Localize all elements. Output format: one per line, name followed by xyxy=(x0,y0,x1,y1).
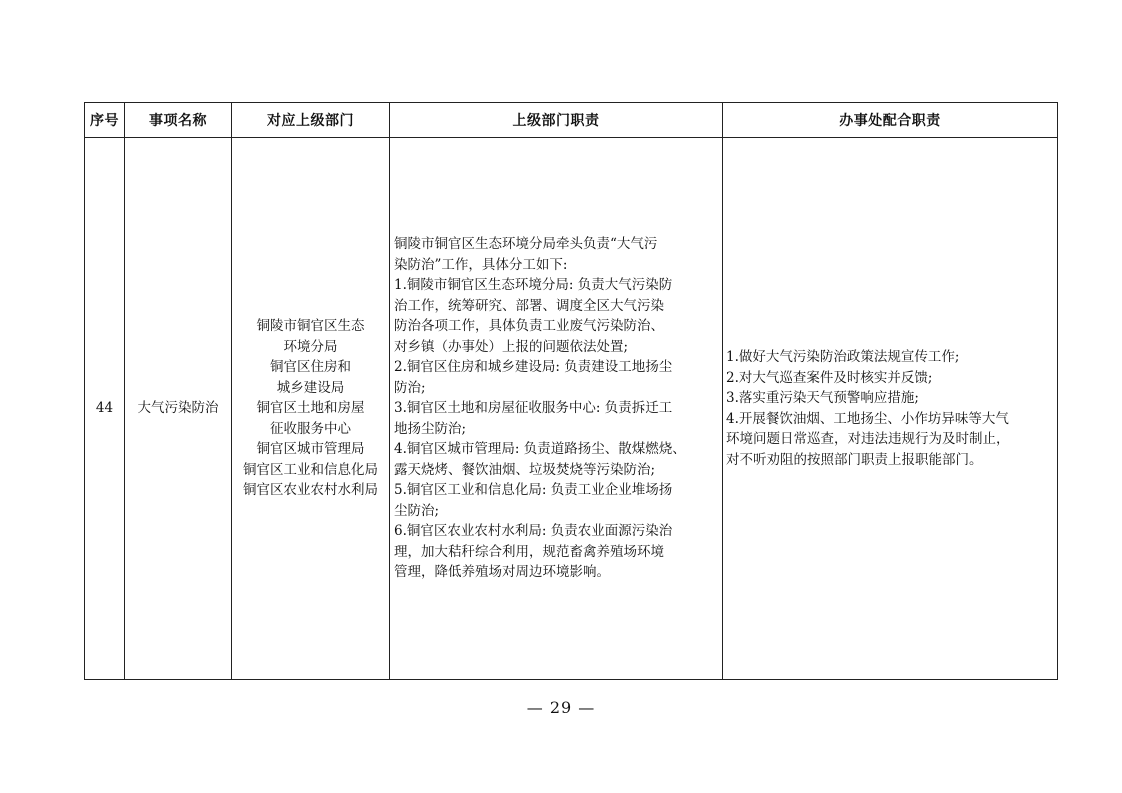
duty-line: 治工作，统筹研究、部署、调度全区大气污染 xyxy=(394,297,664,314)
duty-line: 尘防治; xyxy=(394,502,440,519)
row-item-name: 大气污染防治 xyxy=(125,138,232,680)
duty-line: 2.铜官区住房和城乡建设局: 负责建设工地扬尘 xyxy=(394,359,673,376)
duty-line: 理，加大秸秆综合利用，规范畜禽养殖场环境 xyxy=(394,543,664,560)
table-row xyxy=(85,138,1058,680)
duty-line: 1.铜陵市铜官区生态环境分局: 负责大气污染防 xyxy=(394,277,673,294)
department-line: 铜官区城市管理局 xyxy=(256,441,365,458)
department-line: 征收服务中心 xyxy=(270,420,351,437)
duty-line: 5.铜官区工业和信息化局: 负责工业企业堆场扬 xyxy=(394,482,673,499)
office-duty-line: 3.落实重污染天气预警响应措施; xyxy=(726,390,919,406)
header-office-duties: 办事处配合职责 xyxy=(723,103,1058,138)
header-item-name: 事项名称 xyxy=(125,103,232,138)
office-duty-line: 4.开展餐饮油烟、工地扬尘、小作坊异味等大气 xyxy=(726,410,1009,427)
table-header-row xyxy=(85,103,1058,138)
duty-line: 3.铜官区土地和房屋征收服务中心: 负责拆迁工 xyxy=(394,400,673,417)
department-line: 铜官区工业和信息化局 xyxy=(243,461,378,478)
department-line: 城乡建设局 xyxy=(276,379,345,396)
department-line: 铜陵市铜官区生态 xyxy=(256,318,365,335)
duty-line: 染防治”工作，具体分工如下: xyxy=(394,256,568,273)
header-number: 序号 xyxy=(85,103,125,138)
duty-line: 露天烧烤、餐饮油烟、垃圾焚烧等污染防治; xyxy=(394,461,656,478)
office-duty-line: 环境问题日常巡查，对违法违规行为及时制止， xyxy=(726,431,1010,447)
duty-line: 6.铜官区农业农村水利局: 负责农业面源污染治 xyxy=(394,523,673,540)
department-line: 环境分局 xyxy=(283,338,338,355)
header-superior-department: 对应上级部门 xyxy=(232,103,390,138)
office-duty-line: 1.做好大气污染防治政策法规宣传工作; xyxy=(726,349,960,365)
row-departments xyxy=(232,138,390,680)
duty-line: 4.铜官区城市管理局: 负责道路扬尘、散煤燃烧、 xyxy=(394,441,686,458)
row-office-duties xyxy=(723,138,1058,680)
row-superior-duties xyxy=(390,138,723,680)
duty-line: 防治各项工作，具体负责工业废气污染防治、 xyxy=(394,318,664,335)
department-line: 铜官区住房和 xyxy=(270,359,351,376)
header-superior-duties: 上级部门职责 xyxy=(390,103,723,138)
duty-line: 管理，降低养殖场对周边环境影响。 xyxy=(394,564,610,581)
page-number: — 29 — xyxy=(526,698,596,717)
department-line: 铜官区土地和房屋 xyxy=(256,400,365,417)
office-duty-line: 2.对大气巡查案件及时核实并反馈; xyxy=(726,369,933,386)
row-number: 44 xyxy=(85,138,125,680)
department-line: 铜官区农业农村水利局 xyxy=(243,482,378,499)
duty-line: 地扬尘防治; xyxy=(394,420,467,437)
office-duty-line: 对不听劝阻的按照部门职责上报职能部门。 xyxy=(726,451,983,468)
duty-line: 防治; xyxy=(394,379,426,396)
duty-line: 对乡镇（办事处）上报的问题依法处置; xyxy=(394,338,629,355)
matters-table xyxy=(84,102,1058,680)
duty-line: 铜陵市铜官区生态环境分局牵头负责“大气污 xyxy=(394,236,658,253)
